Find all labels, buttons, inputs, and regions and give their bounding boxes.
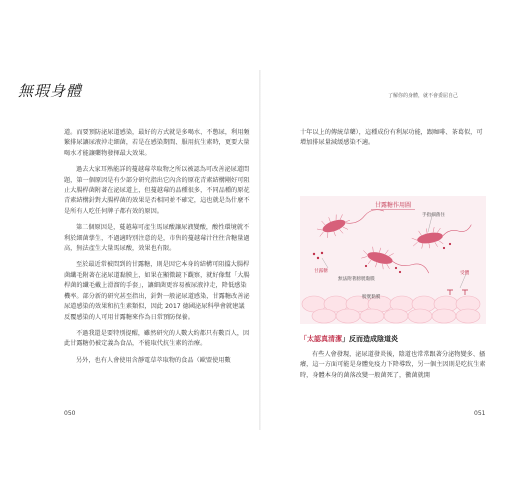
figure-label-receptor: 受體	[460, 271, 470, 276]
left-paragraph: 至於最近常被問到的甘露糖，則是因它本身的結構可阻擋大腸桿菌纖毛附著在泌尿道黏膜上，如果在顯微鏡下觀察，就好像幫「大腸桿菌的纖毛戴上滑溜的手套」，讓細菌更容易被尿液沖走，降低感染機率。部分新的研究甚至指出，針對一般泌尿道感染，甘露糖改善泌尿道感染的效果和抗生素類似，因此 2017 德國泌尿科學會就建議反覆感染的人可用甘露糖來作為日常預防保養。	[64, 261, 250, 321]
section-paragraph: 有些人會發現，泌尿道發炎後，陰道也常常跟著分泌物變多、搔癢，這一方面可能是身體免疫力下降導致，另一個主因則是吃抗生素時，身體本身的菌落改變一般菌死了，黴菌就開	[300, 351, 486, 379]
bladder-mucosa-cells	[302, 296, 480, 323]
bacterium-icon	[315, 199, 387, 241]
left-paragraph: 過去大家耳熟能詳的蔓越莓萃取物之所以被認為可改善泌尿道問題，第一個原因是有少部分研究指出它內含的原花青素結構剛好可阻止大腸桿菌附著在泌尿道上，但蔓越莓的品種很多，不同品種的原花青素結構針對大腸桿菌的效果是否相同並不確定，這也就是為什麼不是所有人吃任何牌子都有效的原因。	[64, 166, 250, 215]
right-page-intro	[300, 128, 486, 155]
figure-label-cannot-attach: 無法附著膀胱黏膜	[338, 277, 375, 282]
mannose-mechanism-figure	[300, 196, 486, 324]
book-brand-title: 無瑕身體	[18, 82, 83, 100]
running-head: 了解你的身體，就不會委屈自己	[388, 93, 459, 99]
figure-title: 甘露糖作用圖	[300, 200, 486, 209]
right-intro-paragraph: 十年以上的傳統草藥），這種成份有利尿功能，跟咖啡、茶葛似，可增加排尿量減緩感染不適。	[300, 129, 483, 147]
bacterium-icon	[411, 221, 475, 251]
section-body	[300, 350, 486, 381]
left-paragraph: 第二個原因是，蔓越莓可產生馬尿酸讓尿液變酸，酸性環境就不利於細菌孳生，不過適時別注意的是，市售的蔓越莓汁往往含糖量過高，無法產生大量馬尿酸，效果也有限。	[64, 224, 250, 253]
receptor-marks	[447, 290, 468, 295]
left-paragraph: 不過我還是要特別提醒，雖然研究的人數大約都只有數百人，因此甘露糖仍被定義為食品，不能取代抗生素的治療。	[64, 329, 250, 348]
figure-label-mucosa: 膀胱黏膜	[362, 295, 381, 300]
section-heading: 「太認真清潔」反而造成陰道炎	[300, 335, 398, 343]
figure-label-pili: 手指細菌住	[422, 213, 445, 218]
right-page-number: 051	[474, 410, 486, 417]
left-paragraph: 另外，也有人會使用含靜電草萃取物的食品（歐盟使用數	[76, 356, 231, 364]
figure-label-mannose: 甘露糖	[314, 269, 328, 274]
left-page-number: 050	[64, 410, 76, 417]
left-page-body	[64, 128, 250, 372]
book-spine	[259, 70, 261, 430]
figure-illustration	[300, 196, 486, 324]
left-paragraph: 道。而要預防泌尿道感染，最好的方式就是多喝水、不憋尿，利用頻繁排尿讓尿液沖走細菌，若是在感染期間、服用抗生素時，更要大量喝水才能讓藥物發揮最大效果。	[64, 129, 250, 157]
